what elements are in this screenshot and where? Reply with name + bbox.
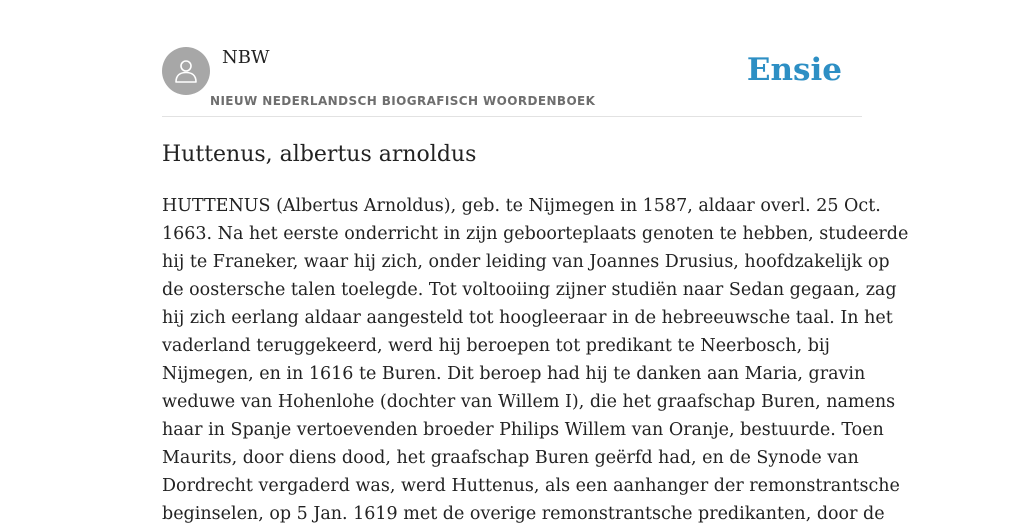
article-title: Huttenus, albertus arnoldus: [162, 142, 477, 167]
article-line: HUTTENUS (Albertus Arnoldus), geb. te Nijmegen in 1587, aldaar overl. 25 Oct.: [162, 196, 881, 216]
article-line: beginselen, op 5 Jan. 1619 met de overige remonstrantsche predikanten, door de: [162, 504, 885, 524]
article-line: 1663. Na het eerste onderricht in zijn geboorteplaats genoten te hebben, studeerde: [162, 224, 909, 244]
article-line: de oostersche talen toelegde. Tot voltooiing zijner studiën naar Sedan gegaan, zag: [162, 280, 897, 300]
article-body: [162, 192, 909, 528]
source-name-link[interactable]: NBW: [222, 47, 270, 68]
source-avatar[interactable]: [162, 47, 210, 95]
article-line: Nijmegen, en in 1616 te Buren. Dit beroep had hij te danken aan Maria, gravin: [162, 364, 866, 384]
article-line: vaderland teruggekeerd, werd hij beroepen tot predikant te Neerbosch, bij: [162, 336, 830, 356]
source-header: [162, 46, 862, 117]
article-line: Dordrecht vergaderd was, werd Huttenus, als een aanhanger der remonstrantsche: [162, 476, 900, 496]
article-line: Maurits, door diens dood, het graafschap Buren geërfd had, en de Synode van: [162, 448, 859, 468]
user-icon: [172, 57, 200, 85]
article-line: hij zich eerlang aldaar aangesteld tot hoogleeraar in de hebreeuwsche taal. In het: [162, 308, 893, 328]
article-line: weduwe van Hohenlohe (dochter van Willem I), die het graafschap Buren, namens: [162, 392, 896, 412]
article-line: haar in Spanje vertoevenden broeder Philips Willem van Oranje, bestuurde. Toen: [162, 420, 884, 440]
source-subtitle: NIEUW NEDERLANDSCH BIOGRAFISCH WOORDENBOEK: [210, 94, 596, 108]
ensie-logo-link[interactable]: Ensie: [746, 52, 842, 88]
article-line: hij te Franeker, waar hij zich, onder leiding van Joannes Drusius, hoofdzakelijk op: [162, 252, 890, 272]
